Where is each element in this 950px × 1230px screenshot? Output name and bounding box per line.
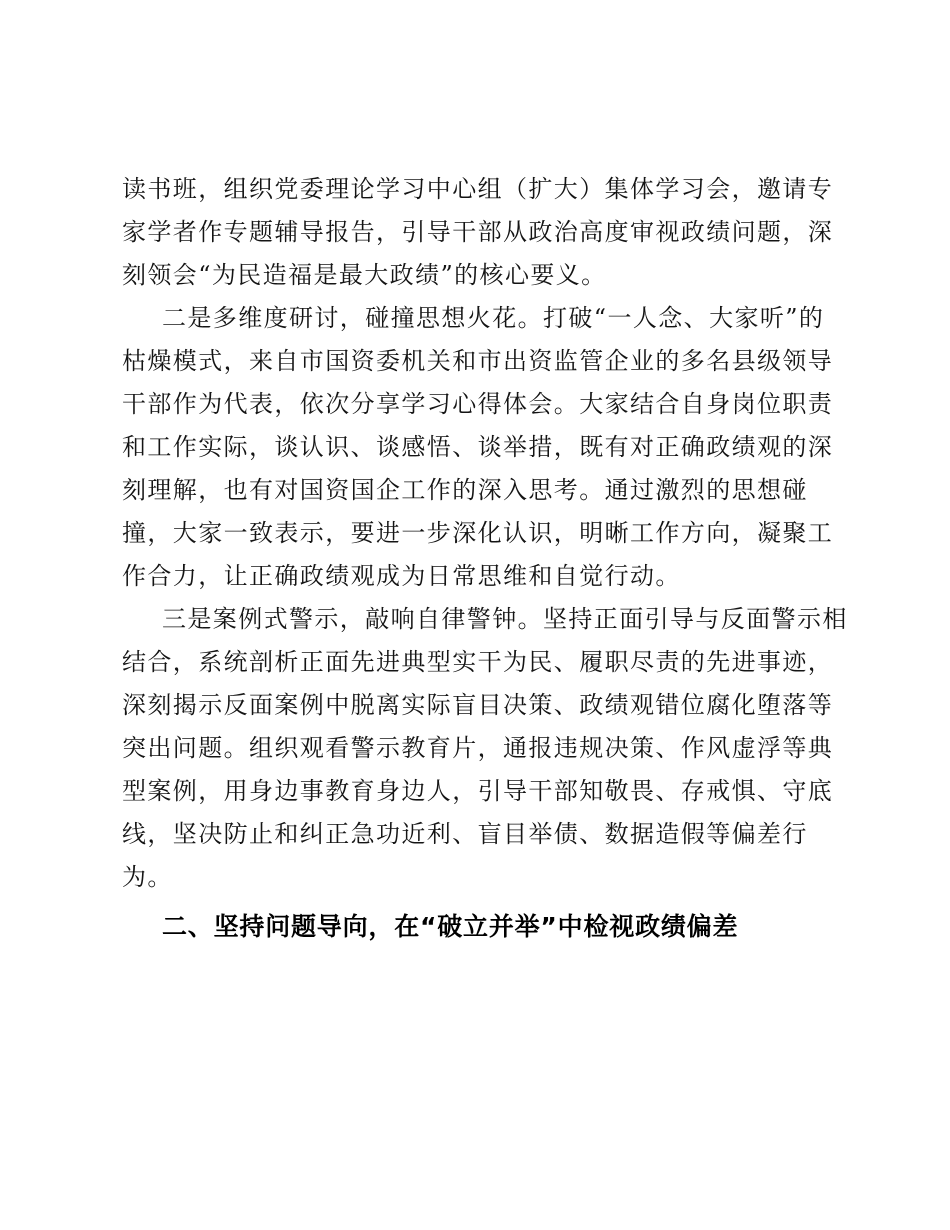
paragraph-case-warning (122, 598, 848, 899)
text-line: 撞，大家一致表示，要进一步深化认识，明晰工作方向，凝聚工 (122, 519, 834, 547)
text-line: 三是案例式警示，敲响自律警钟。坚持正面引导与反面警示相 (162, 605, 848, 633)
text-line: 为。 (122, 863, 173, 891)
text-line: 枯燥模式，来自市国资委机关和市出资监管企业的多名县级领导 (122, 347, 834, 375)
paragraph-study-session-continuation (122, 168, 842, 297)
text-line: 读书班，组织党委理论学习中心组（扩大）集体学习会，邀请专 (122, 175, 834, 203)
text-line: 型案例，用身边事教育身边人，引导干部知敬畏、存戒惧、守底 (122, 777, 834, 805)
text-line: 作合力，让正确政绩观成为日常思维和自觉行动。 (122, 562, 681, 590)
text-line: 二是多维度研讨，碰撞思想火花。打破“一人念、大家听”的 (162, 304, 825, 332)
text-line: 突出问题。组织观看警示教育片，通报违规决策、作风虚浮等典 (122, 734, 834, 762)
text-line: 和工作实际，谈认识、谈感悟、谈举措，既有对正确政绩观的深 (122, 433, 834, 461)
paragraph-multi-dimension-discussion (122, 297, 842, 598)
text-line: 刻理解，也有对国资国企工作的深入思考。通过激烈的思想碰 (122, 476, 808, 504)
text-line: 刻领会“为民造福是最大政绩”的核心要义。 (122, 261, 607, 289)
body-text (122, 168, 848, 899)
text-line: 线，坚决防止和纠正急功近利、盲目举债、数据造假等偏差行 (122, 820, 808, 848)
section-heading: 二、坚持问题导向，在“破立并举”中检视政绩偏差 (162, 912, 739, 941)
text-line: 深刻揭示反面案例中脱离实际盲目决策、政绩观错位腐化堕落等 (122, 691, 834, 719)
text-line: 结合，系统剖析正面先进典型实干为民、履职尽责的先进事迹， (122, 648, 834, 676)
text-line: 家学者作专题辅导报告，引导干部从政治高度审视政绩问题，深 (122, 218, 834, 246)
text-line: 干部作为代表，依次分享学习心得体会。大家结合自身岗位职责 (122, 390, 834, 418)
